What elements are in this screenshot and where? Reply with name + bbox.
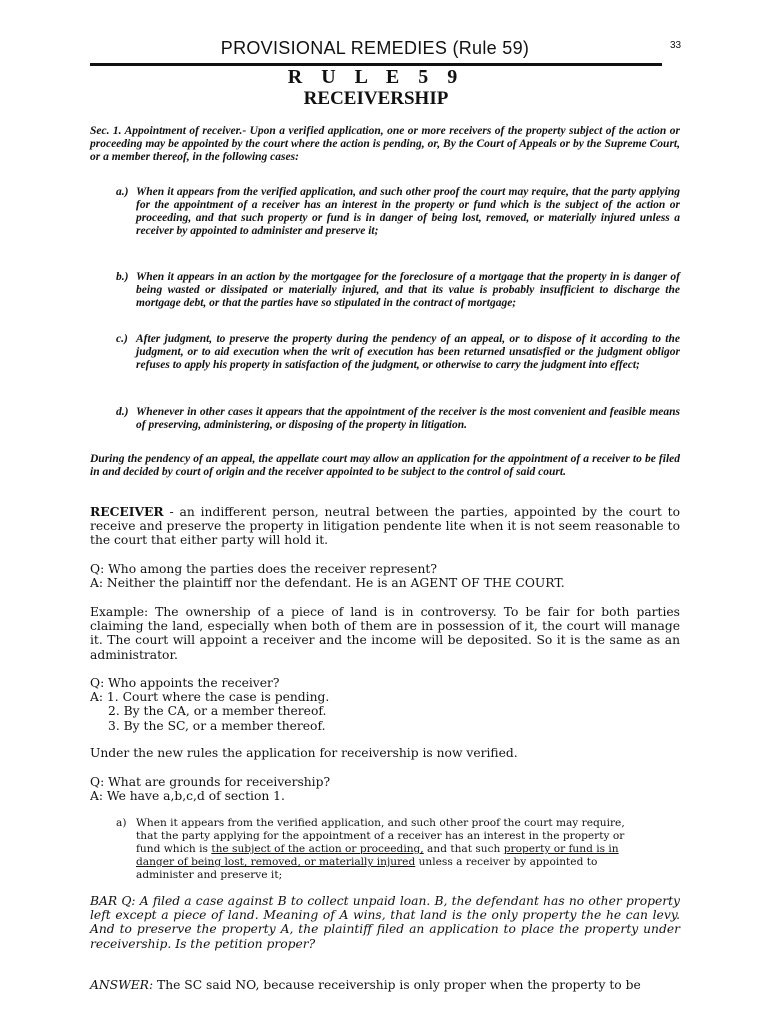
rule-title: R U L E 5 9 <box>287 66 465 88</box>
underlined-part: property or fund is in danger of being lost, removed, or materially injured <box>136 843 619 868</box>
section1-item-d <box>116 406 680 432</box>
example-paragraph: Example: The ownership of a piece of land is in controversy. To be fair for both parties claiming the land, especially when both of them are in possession of it, the court will manage it. The court will appoint a receiver and the income will be deposited. So it is the same as an administrator. <box>90 605 680 662</box>
section1-item-a <box>116 186 680 238</box>
qa-represent <box>90 562 680 590</box>
section1-item-c <box>116 333 680 372</box>
qa-grounds <box>90 775 680 803</box>
answer: A: We have a,b,c,d of section 1. <box>90 789 285 804</box>
qa-appoints <box>90 676 680 733</box>
answer-2: 2. By the CA, or a member thereof. <box>108 704 327 719</box>
bar-q-label: BAR Q: <box>90 894 136 908</box>
underlined-part: the subject of the action or proceeding, <box>211 843 424 855</box>
item-text: After judgment, to preserve the property during the pendency of an appeal, or to dispose of it according to the judgment, or to aid execution when the writ of execution has been returned unsatisfied or the judgment obligor refuses to apply his property in satisfaction of the judgment, or otherwise to carry the judgment into effect; <box>136 333 680 371</box>
page-number: 33 <box>670 40 682 51</box>
answer-3: 3. By the SC, or a member thereof. <box>108 718 326 733</box>
definition-text: - an indifferent person, neutral between the parties, appointed by the court to receive and preserve the property in litigation pendente lite when it is not seem reasonable to the court that either party will hold it. <box>90 505 680 548</box>
answer-1: A: 1. Court where the case is pending. <box>90 690 330 705</box>
running-header: PROVISIONAL REMEDIES (Rule 59) <box>220 38 530 58</box>
text-part: and that such <box>423 843 504 855</box>
item-text: When it appears in an action by the mortgagee for the foreclosure of a mortgage that the property in is danger of being wasted or dissipated or materially injured, and that its value is probably insufficient to discharge the mortgage debt, or that the parties have so stipulated in the contract of mortgage; <box>136 271 680 309</box>
bar-q-text: A filed a case against B to collect unpaid loan. B, the defendant has no other property left except a piece of land. Meaning of A wins, that land is the only property the he can levy. And to preserve the property A, the plaintiff filed an application to place the property under receivership. Is the petition proper? <box>90 894 681 951</box>
item-label: c.) <box>116 333 128 345</box>
section1-intro: Sec. 1. Appointment of receiver.- Upon a verified application, one or more receivers of the property subject of the action or proceeding may be appointed by the court where the action is pending, or, By the Court of Appeals or by the Supreme Court, or a member thereof, in the following cases: <box>90 125 680 163</box>
question: Q: What are grounds for receivership? <box>90 775 331 789</box>
answer-text: The SC said NO, because receivership is only proper when the property to be <box>153 978 641 992</box>
text-part: unless a receiver by appointed to administer and preserve it; <box>136 856 598 881</box>
answer-paragraph <box>90 978 680 992</box>
text-part: When it appears from the verified application, and such other proof the court may require, that the party applying for the appointment of a receiver has an interest in the property or fund which is <box>136 817 625 855</box>
rule-subtitle: RECEIVERSHIP <box>303 88 449 109</box>
verified-note: Under the new rules the application for receivership is now verified. <box>90 746 518 760</box>
item-label: a) <box>116 817 127 829</box>
item-text: When it appears from the verified application, and such other proof the court may require, that the party applying for the appointment of a receiver has an interest in the property or fund which is the subject of the action or proceeding, and that such property or fund is in danger of being lost, removed, or materially injured unless a receiver by appointed to administer and preserve it; <box>136 186 680 237</box>
receiver-definition <box>90 505 680 548</box>
bar-question <box>90 894 680 951</box>
question: Q: Who among the parties does the receiver represent? <box>90 562 437 576</box>
item-label: a.) <box>116 186 129 198</box>
answer-label: ANSWER: <box>90 978 154 992</box>
item-label: d.) <box>116 406 129 418</box>
definition-term: RECEIVER <box>90 504 164 519</box>
answer: A: Neither the plaintiff nor the defendant. He is an AGENT OF THE COURT. <box>90 576 565 591</box>
section1-closing: During the pendency of an appeal, the appellate court may allow an application for the appointment of a receiver to be filed in and decided by court of origin and the receiver appointed to be subject to the control of said court. <box>90 453 680 478</box>
item-text: Whenever in other cases it appears that the appointment of the receiver is the most convenient and feasible means of preserving, administering, or disposing of the property in litigation. <box>136 406 680 431</box>
question: Q: Who appoints the receiver? <box>90 676 280 690</box>
item-text <box>136 817 640 882</box>
item-label: b.) <box>116 271 129 283</box>
section1-item-b <box>116 271 680 310</box>
quoted-item-a <box>116 817 640 882</box>
